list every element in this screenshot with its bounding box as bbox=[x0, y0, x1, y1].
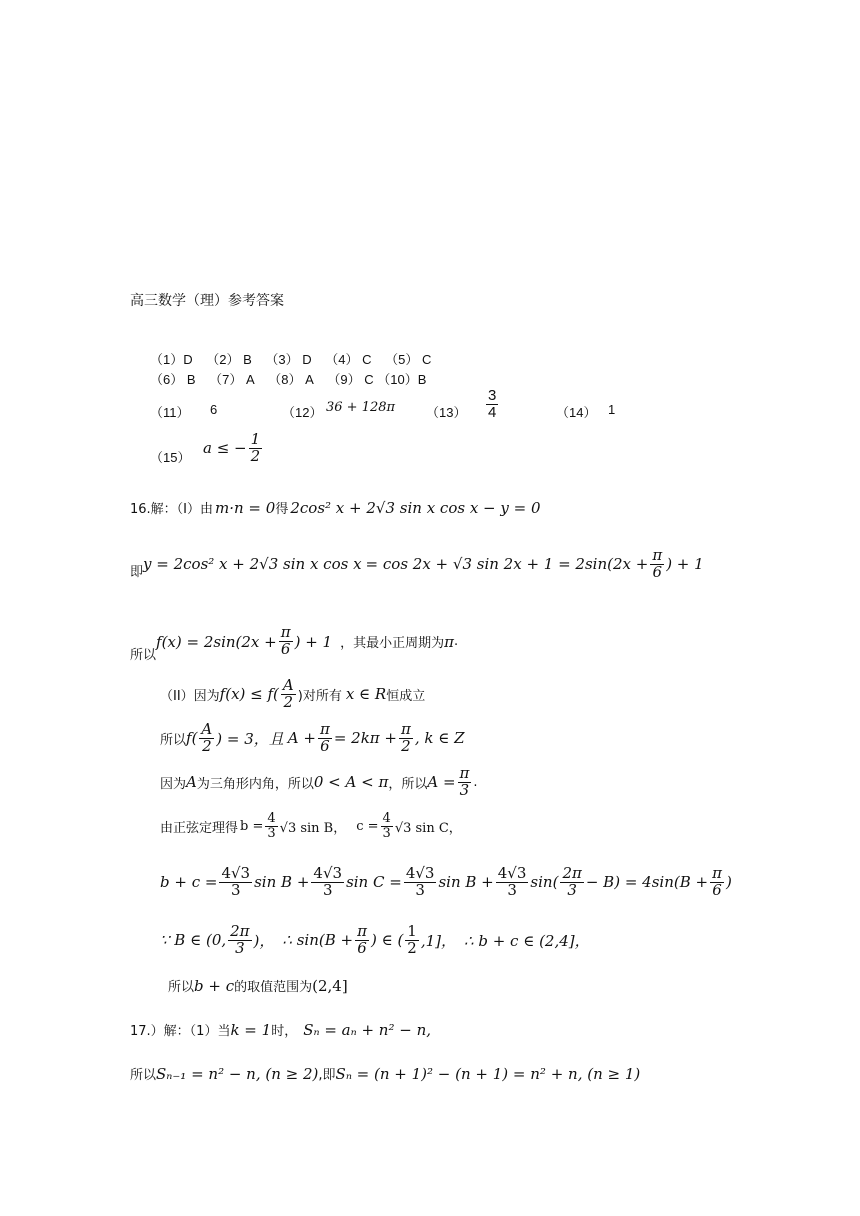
math: ) ∈ ( bbox=[370, 931, 404, 950]
q16-period-value: π bbox=[444, 632, 454, 651]
math: c = bbox=[356, 818, 379, 834]
math: ∴ sin(B + bbox=[282, 931, 354, 950]
frac-den: 3 bbox=[415, 880, 425, 899]
math: ∵ B ∈ (0, bbox=[160, 931, 227, 950]
answer-12-value: 36 + 128π bbox=[326, 400, 396, 415]
math: sin C = bbox=[346, 873, 402, 892]
math: , k ∈ Z bbox=[414, 729, 465, 748]
q16-line-1 bbox=[130, 498, 541, 517]
math: x ∈ R bbox=[345, 685, 387, 704]
text: . bbox=[473, 774, 478, 790]
math: b = bbox=[240, 818, 264, 834]
q16-equation-2-left: y = 2cos² x + 2√3 sin x cos x bbox=[143, 555, 362, 574]
math: f( bbox=[186, 729, 198, 748]
frac-num: π bbox=[459, 764, 470, 782]
frac-den: 2 bbox=[401, 736, 411, 755]
text: )对所有 bbox=[297, 688, 342, 704]
math: sin B + bbox=[254, 873, 310, 892]
frac-num: 4 bbox=[382, 811, 391, 826]
q16-ji: 即 bbox=[130, 564, 144, 580]
frac-den: 3 bbox=[322, 880, 333, 899]
answer-15-numerator: 1 bbox=[250, 430, 261, 448]
frac-den: 6 bbox=[357, 938, 367, 957]
answer-10: （10）B bbox=[377, 372, 427, 387]
answer-2: （2） B bbox=[206, 352, 252, 367]
frac-den: 3 bbox=[382, 825, 391, 841]
frac-den: 3 bbox=[567, 880, 577, 899]
frac-den: 3 bbox=[235, 938, 245, 957]
frac-num: 2π bbox=[562, 864, 582, 882]
q16-part2-line-7 bbox=[168, 976, 348, 995]
answers-row-1 bbox=[150, 349, 431, 368]
answer-13-fraction bbox=[484, 388, 500, 421]
q16-intro: 16.解：（I）由 bbox=[130, 502, 214, 517]
q16-condition: m·n = 0 bbox=[215, 498, 276, 517]
text: 所以 bbox=[130, 1068, 157, 1083]
math: b + c = bbox=[160, 873, 218, 892]
frac-num: 2π bbox=[230, 922, 250, 940]
q16-de: 得 bbox=[275, 502, 289, 517]
math: f(x) ≤ f( bbox=[219, 685, 279, 704]
period-end: . bbox=[453, 634, 459, 649]
answer-8: （8） A bbox=[268, 372, 314, 387]
q16-line-2 bbox=[130, 548, 704, 581]
answer-5: （5） C bbox=[385, 352, 432, 367]
math: b + c bbox=[194, 976, 235, 995]
frac-num: 4√3 bbox=[221, 864, 251, 882]
q16-f-def: f(x) = 2sin(2x + bbox=[156, 632, 277, 651]
answer-11-value: 6 bbox=[210, 402, 218, 417]
frac-num: A bbox=[201, 720, 213, 738]
q16-suoyi: 所以 bbox=[130, 648, 157, 663]
answer-13-label: （13） bbox=[426, 405, 467, 420]
frac-num: 4√3 bbox=[313, 864, 343, 882]
frac-num: π bbox=[357, 922, 367, 940]
q16-part2-line-4 bbox=[160, 812, 462, 840]
q16-part2-line-5 bbox=[160, 866, 732, 899]
frac-num: π bbox=[319, 720, 330, 738]
q16-part2-line-3 bbox=[160, 766, 478, 799]
q17-intro: 17.）解：（1）当 bbox=[130, 1024, 231, 1039]
answer-15-value bbox=[203, 432, 264, 465]
answer-15-label: （15） bbox=[150, 450, 191, 465]
text: ,即 bbox=[318, 1068, 336, 1083]
frac-num: π bbox=[400, 720, 411, 738]
frac-den: 3 bbox=[459, 780, 470, 799]
text: （II）因为 bbox=[160, 688, 220, 704]
frac-num: 1 bbox=[407, 922, 417, 940]
frac-den: 2 bbox=[283, 692, 294, 711]
answer-4: （4） C bbox=[325, 352, 372, 367]
q16-equation-2-mid: = cos 2x + √3 sin 2x + 1 = 2sin(2x + bbox=[365, 555, 649, 574]
q16-equation-2-end: ) + 1 bbox=[666, 555, 704, 574]
answer-15-denominator: 2 bbox=[250, 446, 261, 465]
frac-num: π bbox=[712, 864, 722, 882]
math: k = 1 bbox=[230, 1020, 272, 1039]
page-title: 高三数学（理）参考答案 bbox=[130, 293, 284, 309]
math: √3 sin B， bbox=[279, 820, 347, 836]
math: A bbox=[186, 773, 197, 792]
math: sin B + bbox=[438, 873, 494, 892]
text: 恒成立 bbox=[386, 688, 426, 704]
math: ) = 3，且 bbox=[216, 729, 284, 748]
text: ，所以 bbox=[388, 776, 428, 792]
math: √3 sin C， bbox=[394, 820, 462, 836]
answer-9: （9） C bbox=[327, 372, 374, 387]
answer-11-label: （11） bbox=[150, 405, 190, 420]
answer-14-value: 1 bbox=[608, 402, 616, 417]
frac-num: 4√3 bbox=[497, 864, 527, 882]
frac-den: 6 bbox=[712, 880, 722, 899]
q16-equation-1: 2cos² x + 2√3 sin x cos x − y = 0 bbox=[290, 498, 541, 517]
answers-row-2 bbox=[150, 369, 426, 388]
math: A = bbox=[427, 773, 456, 792]
text: 时， bbox=[271, 1024, 298, 1039]
q16-part2-line-1 bbox=[160, 678, 425, 711]
frac-num: 4√3 bbox=[405, 864, 435, 882]
q17-line-2 bbox=[130, 1064, 640, 1083]
answer-13-numerator: 3 bbox=[488, 387, 497, 404]
answer-13-denominator: 4 bbox=[488, 403, 497, 421]
math: (2,4] bbox=[312, 976, 348, 995]
q17-line-1 bbox=[130, 1020, 431, 1039]
q16-part2-line-2 bbox=[160, 722, 465, 755]
text: 的取值范围为 bbox=[234, 980, 313, 995]
math: A + bbox=[287, 729, 316, 748]
text: 因为 bbox=[160, 776, 187, 792]
frac-den: 6 bbox=[320, 736, 330, 755]
math: )， bbox=[253, 931, 275, 950]
frac-den: 6 bbox=[280, 640, 291, 658]
frac-num: 4 bbox=[267, 811, 276, 826]
math: 0 < A < π bbox=[313, 773, 389, 792]
q16-part2-line-6 bbox=[160, 924, 590, 957]
math: − B) = 4sin(B + bbox=[585, 873, 709, 892]
answer-7: （7） A bbox=[209, 372, 255, 387]
frac-num: A bbox=[282, 676, 294, 694]
frac-den: 2 bbox=[202, 736, 212, 755]
math: ,1]， bbox=[420, 931, 457, 950]
frac-den: 3 bbox=[507, 880, 517, 899]
math: sin( bbox=[530, 873, 559, 892]
answer-14-label: （14） bbox=[556, 405, 597, 420]
answer-3: （3） D bbox=[265, 352, 312, 367]
math: ) bbox=[725, 873, 732, 892]
frac-den: 3 bbox=[267, 825, 276, 841]
answer-12-label: （12） bbox=[282, 405, 323, 420]
text: 为三角形内角，所以 bbox=[196, 776, 314, 792]
math: Sₙ = (n + 1)² − (n + 1) = n² + n, (n ≥ 1) bbox=[335, 1064, 641, 1083]
answer-15-prefix: a ≤ − bbox=[203, 439, 247, 458]
text: 所以 bbox=[160, 732, 187, 748]
frac-den: 6 bbox=[652, 562, 663, 581]
text: 由正弦定理得 bbox=[160, 820, 239, 836]
answer-6: （6） B bbox=[150, 372, 196, 387]
frac-den: 2 bbox=[407, 938, 417, 957]
text: 所以 bbox=[168, 980, 195, 995]
math: = 2kπ + bbox=[333, 729, 397, 748]
frac-den: 3 bbox=[231, 880, 241, 899]
math: Sₙ₋₁ = n² − n, (n ≥ 2) bbox=[156, 1064, 319, 1083]
q16-period-text: ，其最小正周期为 bbox=[340, 636, 445, 651]
q16-line-3 bbox=[130, 620, 458, 663]
math: Sₙ = aₙ + n² − n, bbox=[303, 1020, 432, 1039]
answer-1: （1）D bbox=[150, 352, 193, 367]
f-def-end: ) + 1 bbox=[294, 632, 333, 651]
math: ∴ b + c ∈ (2,4]， bbox=[464, 931, 590, 950]
frac-num: π bbox=[280, 623, 291, 642]
frac-num: π bbox=[652, 546, 663, 564]
